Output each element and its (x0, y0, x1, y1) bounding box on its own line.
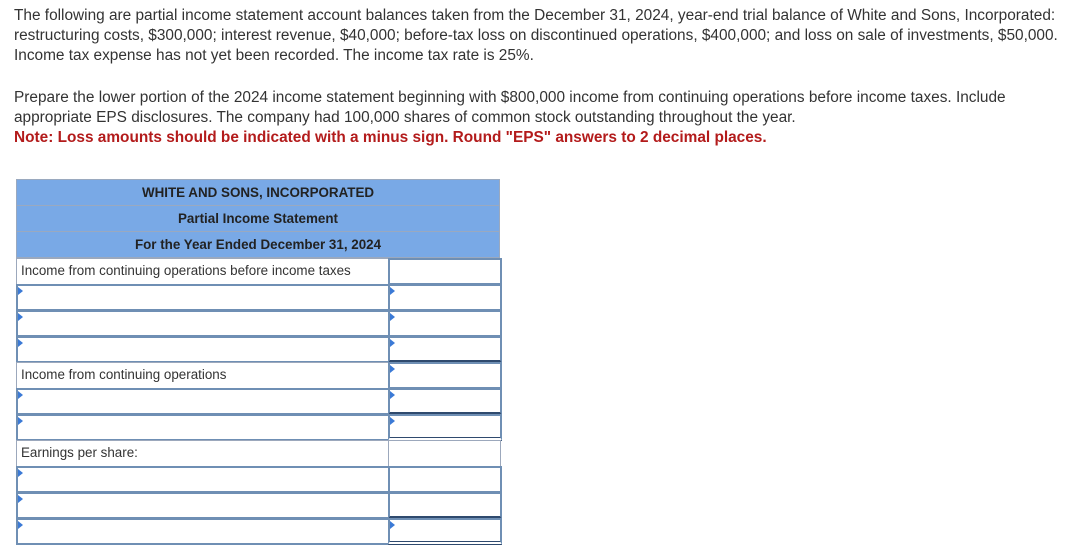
label-input[interactable] (26, 418, 388, 437)
label-dropdown[interactable] (16, 414, 394, 441)
label-dropdown[interactable] (16, 492, 394, 519)
amount-input[interactable] (398, 314, 496, 333)
label-input[interactable] (26, 288, 388, 307)
amount-input[interactable] (398, 366, 496, 385)
company-name: WHITE AND SONS, INCORPORATED (16, 179, 500, 206)
dropdown-marker-icon (390, 313, 395, 321)
dropdown-marker-icon (390, 417, 395, 425)
table-row (16, 284, 500, 310)
dropdown-marker-icon (18, 521, 23, 529)
income-statement-table (16, 179, 500, 544)
label-dropdown[interactable] (16, 336, 394, 363)
amount-cell-static (388, 440, 501, 467)
dropdown-marker-icon (18, 469, 23, 477)
amount-input[interactable] (398, 470, 496, 489)
row-label: Income from continuing operations before income taxes (16, 258, 394, 285)
label-input[interactable] (26, 522, 388, 541)
label-input[interactable] (26, 340, 388, 359)
amount-cell[interactable] (388, 492, 502, 519)
amount-cell[interactable] (388, 518, 502, 545)
amount-cell[interactable] (388, 258, 502, 285)
amount-input[interactable] (398, 262, 496, 281)
instructions-note: Note: Loss amounts should be indicated with a minus sign. Round "EPS" answers to 2 decimal places. (14, 129, 767, 146)
row-label: Income from continuing operations (16, 362, 394, 389)
label-dropdown[interactable] (16, 466, 394, 493)
instructions-text: Prepare the lower portion of the 2024 income statement beginning with $800,000 income from continuing operations before income taxes. Include appropriate EPS disclosures. The company had 100,000 shares of common stock outstanding throughout the year. (14, 89, 1006, 126)
table-row (16, 466, 500, 492)
dropdown-marker-icon (390, 287, 395, 295)
label-input[interactable] (26, 314, 388, 333)
table-row (16, 362, 500, 388)
label-dropdown[interactable] (16, 284, 394, 311)
dropdown-marker-icon (18, 313, 23, 321)
statement-title: Partial Income Statement (16, 206, 500, 232)
dropdown-marker-icon (18, 287, 23, 295)
label-input[interactable] (26, 470, 388, 489)
amount-cell[interactable] (388, 310, 502, 337)
table-row (16, 492, 500, 518)
amount-input[interactable] (398, 340, 496, 358)
amount-input[interactable] (398, 496, 496, 514)
dropdown-marker-icon (390, 339, 395, 347)
amount-cell[interactable] (388, 362, 502, 389)
label-dropdown[interactable] (16, 310, 394, 337)
dropdown-marker-icon (390, 521, 395, 529)
table-row (16, 414, 500, 440)
amount-input[interactable] (398, 392, 496, 410)
amount-cell[interactable] (388, 388, 502, 415)
label-input[interactable] (26, 392, 388, 411)
amount-cell[interactable] (388, 336, 502, 363)
dropdown-marker-icon (18, 339, 23, 347)
amount-input[interactable] (398, 288, 496, 307)
row-label: Earnings per share: (16, 440, 394, 467)
amount-input[interactable] (398, 418, 496, 435)
dropdown-marker-icon (390, 365, 395, 373)
table-row (16, 258, 500, 284)
label-dropdown[interactable] (16, 388, 394, 415)
table-row (16, 518, 500, 544)
table-row (16, 388, 500, 414)
label-dropdown[interactable] (16, 518, 394, 545)
instructions-paragraph-1: The following are partial income statement account balances taken from the December 31, 2024, year-end trial balance of White and Sons, Incorporated: restructuring costs, $300,000; interest revenue, $40,000; before-tax loss on discontinued operations, $400,000; and loss on sale of investments, $50,000. Income tax expense has not yet been recorded. The income tax rate is 25%. (14, 7, 1058, 64)
dropdown-marker-icon (18, 391, 23, 399)
table-row (16, 440, 500, 466)
amount-cell[interactable] (388, 466, 502, 493)
amount-cell[interactable] (388, 414, 502, 441)
amount-cell[interactable] (388, 284, 502, 311)
amount-input[interactable] (398, 522, 496, 539)
dropdown-marker-icon (18, 495, 23, 503)
table-row (16, 310, 500, 336)
instructions-paragraph-2 (14, 88, 1064, 148)
dropdown-marker-icon (390, 391, 395, 399)
table-row (16, 336, 500, 362)
label-input[interactable] (26, 496, 388, 515)
statement-period: For the Year Ended December 31, 2024 (16, 232, 500, 258)
dropdown-marker-icon (18, 417, 23, 425)
